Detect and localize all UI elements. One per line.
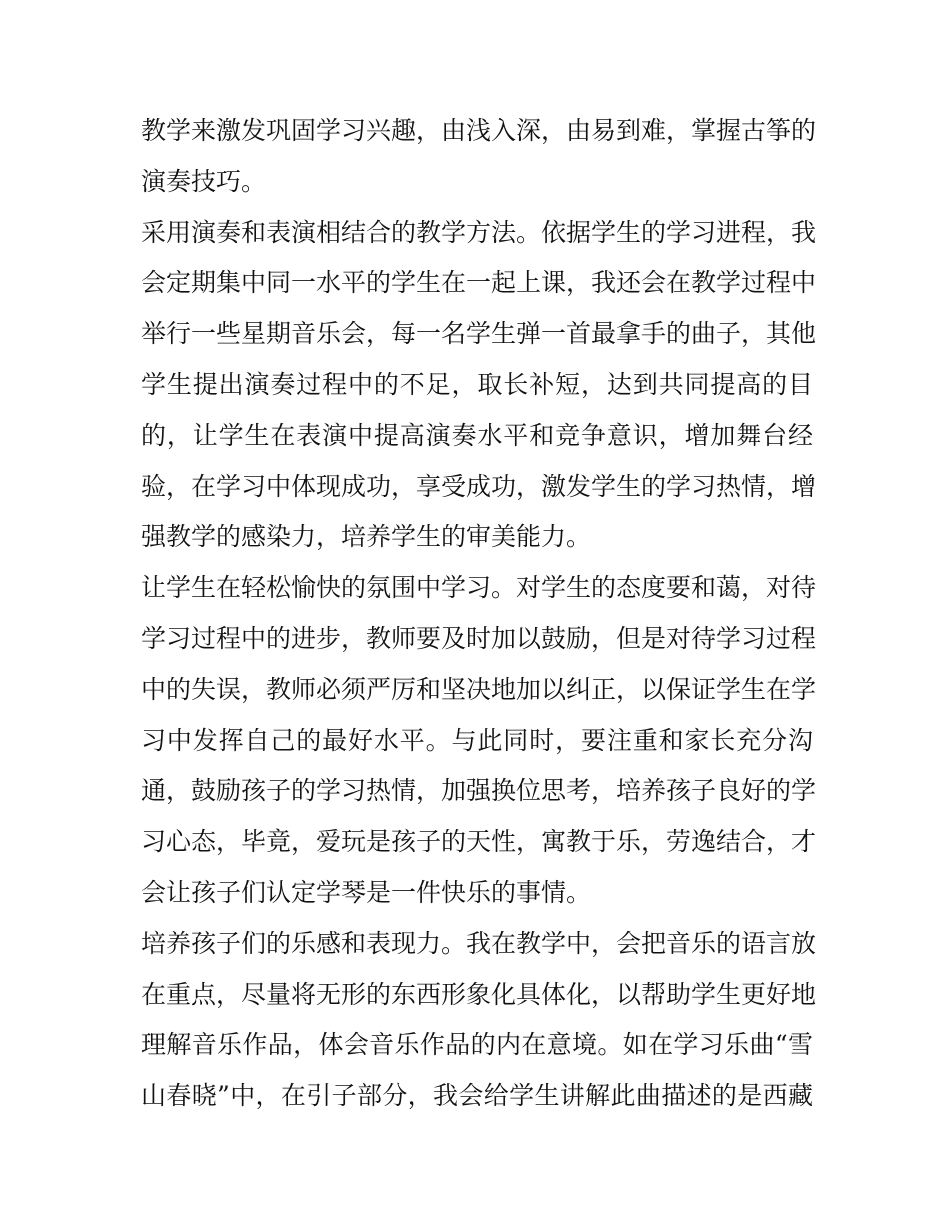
text-line: 理解音乐作品，体会音乐作品的内在意境。如在学习乐曲“雪: [141, 1030, 813, 1060]
text-line: 演奏技巧。: [141, 166, 267, 196]
text-line: 学生提出演奏过程中的不足，取长补短，达到共同提高的目: [141, 369, 813, 399]
text-line: 举行一些星期音乐会，每一名学生弹一首最拿手的曲子，其他: [141, 319, 817, 349]
text-line: 强教学的感染力，培养学生的审美能力。: [141, 522, 592, 552]
text-line: 学习过程中的进步，教师要及时加以鼓励，但是对待学习过程: [141, 623, 817, 653]
text-line: 会让孩子们认定学琴是一件快乐的事情。: [141, 877, 592, 907]
text-line: 的，让学生在表演中提高演奏水平和竞争意识，增加舞台经: [141, 420, 813, 450]
document-body: [141, 106, 817, 1122]
text-line: 山春晓”中，在引子部分，我会给学生讲解此曲描述的是西藏: [141, 1081, 813, 1111]
text-line: 习心态，毕竟，爱玩是孩子的天性，寓教于乐，劳逸结合，才: [141, 827, 817, 857]
text-line: 采用演奏和表演相结合的教学方法。依据学生的学习进程，我: [141, 217, 817, 247]
text-line: 通，鼓励孩子的学习热情，加强换位思考，培养孩子良好的学: [141, 776, 817, 806]
text-line: 会定期集中同一水平的学生在一起上课，我还会在教学过程中: [141, 268, 817, 298]
paragraph-4: [141, 919, 817, 1122]
text-line: 中的失误，教师必须严厉和坚决地加以纠正，以保证学生在学: [141, 674, 817, 704]
paragraph-3: [141, 563, 817, 919]
text-line: 教学来激发巩固学习兴趣，由浅入深，由易到难，掌握古筝的: [141, 116, 817, 145]
text-line: 验，在学习中体现成功，享受成功，激发学生的学习热情，增: [141, 471, 817, 501]
text-line: 培养孩子们的乐感和表现力。我在教学中，会把音乐的语言放: [141, 928, 817, 958]
text-line: 让学生在轻松愉快的氛围中学习。对学生的态度要和蔼，对待: [141, 573, 817, 603]
paragraph-1: [141, 106, 817, 208]
text-line: 习中发挥自己的最好水平。与此同时，要注重和家长充分沟: [141, 725, 813, 755]
paragraph-2: [141, 208, 817, 564]
text-line: 在重点，尽量将无形的东西形象化具体化，以帮助学生更好地: [141, 979, 817, 1009]
